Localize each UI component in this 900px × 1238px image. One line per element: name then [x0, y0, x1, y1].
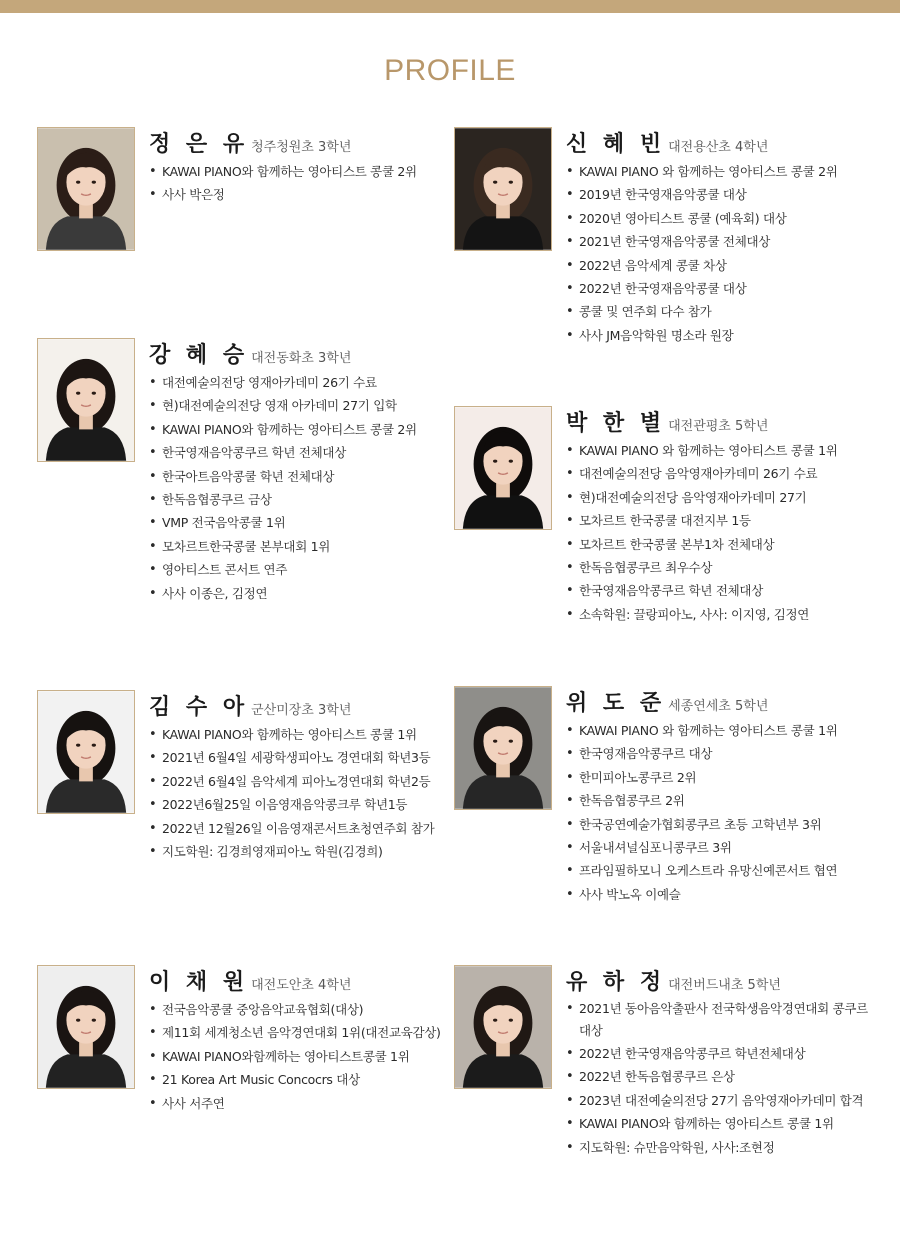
list-item: • 모차르트 한국콩쿨 대전지부 1등 [566, 509, 896, 532]
list-item: • 사사 박은정 [149, 183, 479, 206]
achievement-list [566, 160, 896, 347]
profile-photo [454, 127, 552, 251]
list-item: • 2019년 한국영재음악콩쿨 대상 [566, 183, 896, 206]
list-item: • KAWAI PIANO와 함께하는 영아티스트 콩쿨 1위 [566, 1112, 896, 1135]
school-grade: 대전도안초 4학년 [251, 978, 352, 993]
list-item: • KAWAI PIANO와함께하는 영아티스트콩쿨 1위 [149, 1045, 479, 1068]
girl-photo-kang-hyeseung [38, 339, 134, 461]
list-item: • KAWAI PIANO 와 함께하는 영아티스트 콩쿨 1위 [566, 439, 896, 462]
student-name: 김 수 아 [149, 695, 249, 720]
list-item: • 한국공연예술가협회콩쿠르 초등 고학년부 3위 [566, 813, 896, 836]
list-item: • 한국영재음악콩쿠르 학년 전체대상 [566, 579, 896, 602]
school-grade: 대전관평초 5학년 [668, 419, 769, 434]
page-title: PROFILE [384, 54, 516, 87]
list-item: • KAWAI PIANO와 함께하는 영아티스트 콩쿨 2위 [149, 418, 479, 441]
top-accent-bar [0, 0, 900, 13]
list-item: • 사사 서주연 [149, 1092, 479, 1115]
list-item: • 2020년 영아티스트 콩쿨 (예육회) 대상 [566, 207, 896, 230]
list-item: • 지도학원: 김경희영재피아노 학원(김경희) [149, 840, 479, 863]
list-item: • 한독음협콩쿠르 2위 [566, 789, 896, 812]
school-grade: 청주청원초 3학년 [251, 140, 352, 155]
list-item: • 현)대전예술의전당 음악영재아카데미 27기 [566, 486, 896, 509]
list-item: • VMP 전국음악콩쿨 1위 [149, 511, 479, 534]
profile-photo [454, 686, 552, 810]
list-item: • 2022년 음악세계 콩쿨 차상 [566, 254, 896, 277]
profile-photo [37, 338, 135, 462]
list-item: • 2022년 한국영재음악콩쿠르 학년전체대상 [566, 1042, 896, 1065]
list-item: • 한독음협콩쿠르 금상 [149, 488, 479, 511]
list-item: • 한국영재음악콩쿠르 대상 [566, 742, 896, 765]
list-item: • 2022년 6월4일 음악세계 피아노경연대회 학년2등 [149, 770, 479, 793]
list-item: • KAWAI PIANO 와 함께하는 영아티스트 콩쿨 2위 [566, 160, 896, 183]
list-item: • 전국음악콩쿨 중앙음악교육협회(대상) [149, 998, 479, 1021]
achievement-list [149, 371, 479, 605]
achievement-list [149, 160, 479, 207]
boy-photo-wi-dojun [455, 687, 551, 809]
student-name: 박 한 별 [566, 411, 666, 436]
school-grade: 대전용산초 4학년 [668, 140, 769, 155]
school-grade: 대전동화초 3학년 [251, 351, 352, 366]
list-item: • 대전예술의전당 영재아카데미 26기 수료 [149, 371, 479, 394]
list-item: • 2021년 6월4일 세광학생피아노 경연대회 학년3등 [149, 746, 479, 769]
list-item: • 모차르트 한국콩쿨 본부1차 전체대상 [566, 533, 896, 556]
list-item: • KAWAI PIANO 와 함께하는 영아티스트 콩쿨 1위 [566, 719, 896, 742]
list-item: • 서울내셔널심포니콩쿠르 3위 [566, 836, 896, 859]
list-item: • 사사 JM음악학원 명소라 원장 [566, 324, 896, 347]
girl-photo-yu-hajeong [455, 966, 551, 1088]
list-item: • KAWAI PIANO와 함께하는 영아티스트 콩쿨 2위 [149, 160, 479, 183]
list-item: • 영아티스트 콘서트 연주 [149, 558, 479, 581]
list-item: • 한국영재음악콩쿠르 학년 전체대상 [149, 441, 479, 464]
list-item: • 프라임필하모니 오케스트라 유망신예콘서트 협연 [566, 859, 896, 882]
list-item: • 2022년 12월26일 이음영재콘서트초청연주회 참가 [149, 817, 479, 840]
student-name: 이 채 원 [149, 970, 249, 995]
list-item: • KAWAI PIANO와 함께하는 영아티스트 콩쿨 1위 [149, 723, 479, 746]
list-item: • 사사 이종은, 김정연 [149, 582, 479, 605]
list-item: • 2021년 한국영재음악콩쿨 전체대상 [566, 230, 896, 253]
list-item: • 콩쿨 및 연주회 다수 참가 [566, 300, 896, 323]
list-item: • 한미피아노콩쿠르 2위 [566, 766, 896, 789]
girl-photo-jeong-eunyu [38, 128, 134, 250]
girl-photo-park-hanbyeol [455, 407, 551, 529]
list-item: • 제11회 세계청소년 음악경연대회 1위(대전교육감상) [149, 1021, 479, 1044]
list-item: • 현)대전예술의전당 영재 아카데미 27기 입학 [149, 394, 479, 417]
girl-photo-lee-chaewon [38, 966, 134, 1088]
list-item: • 소속학원: 끌랑피아노, 사사: 이지영, 김정연 [566, 603, 896, 626]
profile-photo [37, 127, 135, 251]
student-name: 신 혜 빈 [566, 132, 666, 157]
school-grade: 대전버드내초 5학년 [668, 978, 781, 993]
girl-photo-shin-hyebin [455, 128, 551, 250]
achievement-list [149, 998, 479, 1115]
list-item: • 2021년 동아음악출판사 전국학생음악경연대회 콩쿠르 대상 [566, 998, 869, 1042]
profile-photo [37, 965, 135, 1089]
achievement-list [149, 723, 479, 863]
list-item: • 한국아트음악콩쿨 학년 전체대상 [149, 465, 479, 488]
student-name: 유 하 정 [566, 970, 666, 995]
list-item: • 대전예술의전당 음악영재아카데미 26기 수료 [566, 462, 896, 485]
list-item: • 한독음협콩쿠르 최우수상 [566, 556, 896, 579]
list-item: • 2022년6월25일 이음영재음악콩크루 학년1등 [149, 793, 479, 816]
achievement-list [566, 998, 896, 1159]
list-item: • 21 Korea Art Music Concocrs 대상 [149, 1068, 479, 1091]
profile-photo [454, 965, 552, 1089]
list-item: • 사사 박노옥 이예슬 [566, 883, 896, 906]
list-item: • 모차르트한국콩쿨 본부대회 1위 [149, 535, 479, 558]
list-item: • 2023년 대전예술의전당 27기 음악영재아카데미 합격 [566, 1089, 896, 1112]
girl-photo-kim-sua [38, 691, 134, 813]
student-name: 강 혜 승 [149, 343, 249, 368]
list-item: • 2022년 한국영재음악콩쿨 대상 [566, 277, 896, 300]
school-grade: 군산미장초 3학년 [251, 703, 352, 718]
profile-photo [37, 690, 135, 814]
school-grade: 세종연세초 5학년 [668, 699, 769, 714]
student-name: 정 은 유 [149, 132, 249, 157]
achievement-list [566, 719, 896, 906]
student-name: 위 도 준 [566, 691, 666, 716]
profile-photo [454, 406, 552, 530]
list-item: • 2022년 한독음협콩쿠르 은상 [566, 1065, 896, 1088]
achievement-list [566, 439, 896, 626]
list-item: • 지도학원: 슈만음악학원, 사사:조현정 [566, 1136, 896, 1159]
